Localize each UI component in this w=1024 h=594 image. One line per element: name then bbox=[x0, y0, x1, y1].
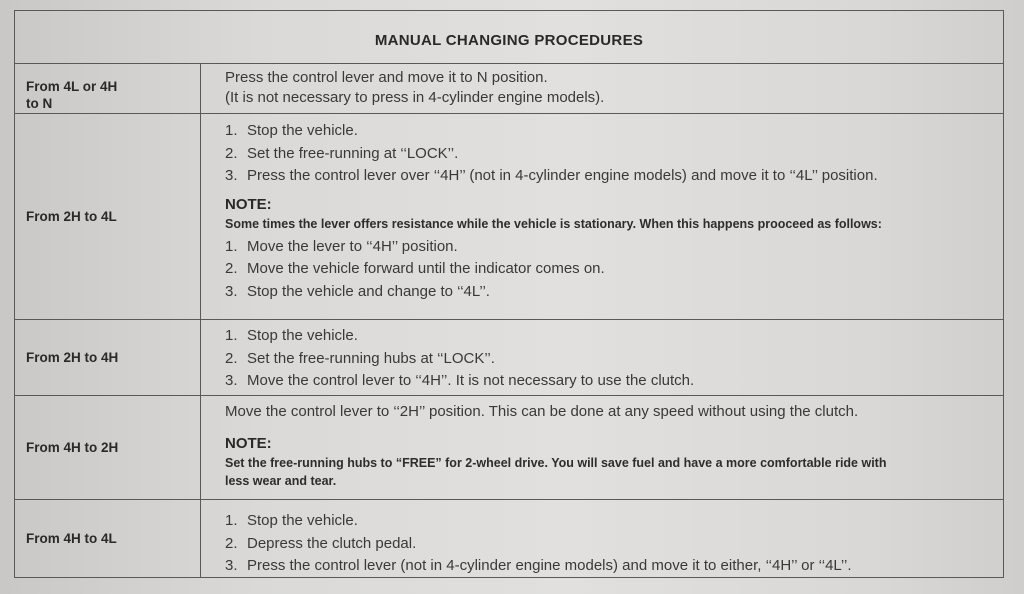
step-number: 2. bbox=[225, 349, 238, 367]
step-text: Stop the vehicle. bbox=[247, 122, 358, 139]
step-number: 2. bbox=[225, 144, 238, 162]
row-content-cell bbox=[201, 63, 1003, 113]
step-number: 2. bbox=[225, 260, 238, 277]
step-number: 3. bbox=[225, 557, 238, 574]
step-number: 2. bbox=[225, 534, 238, 552]
row-content-cell bbox=[201, 320, 1003, 395]
table-row bbox=[15, 396, 1003, 500]
row-content-cell bbox=[201, 396, 1003, 499]
row-label: From 4H to 4L bbox=[26, 531, 117, 546]
step-item bbox=[225, 533, 1003, 556]
row-label-cell bbox=[15, 320, 201, 395]
step-text: Press the control lever over ‘‘4H’’ (not in 4-cylinder engine models) and move it to ‘‘4L’’ position. bbox=[247, 167, 878, 184]
note-text: Some times the lever offers resistance while the vehicle is stationary. When this happens prooceed as follows: bbox=[225, 216, 882, 231]
row-content-cell bbox=[201, 114, 1003, 319]
row-label: From 4H to 2H bbox=[26, 440, 119, 455]
step-number: 1. bbox=[225, 237, 238, 255]
table-row bbox=[15, 63, 1003, 114]
step-item bbox=[225, 325, 1003, 348]
step-text: Stop the vehicle and change to ‘‘4L’’. bbox=[247, 282, 490, 300]
row-label-cell bbox=[15, 396, 201, 499]
step-number: 1. bbox=[225, 122, 238, 139]
step-item bbox=[225, 281, 1003, 304]
step-text: Set the free-running at ‘‘LOCK’’. bbox=[247, 144, 459, 162]
step-item bbox=[225, 555, 1003, 578]
note-heading: NOTE: bbox=[225, 434, 272, 452]
step-text: Set the free-running hubs at ‘‘LOCK’’. bbox=[247, 349, 495, 367]
step-number: 3. bbox=[225, 282, 238, 300]
note-text: Set the free-running hubs to “FREE” for 2-wheel drive. You will save fuel and have a more comfortable ride with bbox=[225, 455, 887, 470]
step-number: 1. bbox=[225, 512, 238, 529]
table-row bbox=[15, 114, 1003, 320]
step-item bbox=[225, 370, 1003, 393]
step-text: Move the control lever to ‘‘4H’’. It is not necessary to use the clutch. bbox=[247, 372, 695, 389]
step-item bbox=[225, 348, 1003, 371]
instruction-text: (It is not necessary to press in 4-cylinder engine models). bbox=[225, 89, 605, 106]
step-number: 3. bbox=[225, 167, 238, 184]
row-label-cell bbox=[15, 63, 201, 113]
table-row bbox=[15, 500, 1003, 577]
step-text: Move the vehicle forward until the indicator comes on. bbox=[247, 260, 605, 277]
step-item bbox=[225, 165, 1003, 188]
row-content-cell bbox=[201, 500, 1003, 577]
step-text: Stop the vehicle. bbox=[247, 512, 358, 529]
step-number: 1. bbox=[225, 327, 238, 344]
table-title: MANUAL CHANGING PROCEDURES bbox=[374, 31, 644, 49]
step-item bbox=[225, 120, 1003, 143]
step-item bbox=[225, 510, 1003, 533]
note-text: less wear and tear. bbox=[225, 473, 337, 488]
instruction-text: Press the control lever and move it to N position. bbox=[225, 69, 548, 86]
row-label: From 4L or 4H to N bbox=[26, 79, 118, 111]
step-item bbox=[225, 258, 1003, 281]
procedures-table bbox=[14, 10, 1004, 578]
row-label: From 2H to 4L bbox=[26, 209, 117, 224]
step-item bbox=[225, 143, 1003, 166]
step-text: Stop the vehicle. bbox=[247, 327, 358, 344]
step-text: Press the control lever (not in 4-cylinder engine models) and move it to either, ‘‘4H’’ or ‘‘4L’’. bbox=[247, 557, 852, 574]
step-number: 3. bbox=[225, 372, 238, 389]
table-row bbox=[15, 320, 1003, 396]
step-text: Move the lever to ‘‘4H’’ position. bbox=[247, 237, 458, 255]
instruction-text: Move the control lever to ‘‘2H’’ position. This can be done at any speed without using the clutch. bbox=[225, 403, 859, 420]
step-text: Depress the clutch pedal. bbox=[247, 534, 417, 552]
row-label: From 2H to 4H bbox=[26, 350, 119, 365]
row-label-cell bbox=[15, 500, 201, 577]
row-label-cell bbox=[15, 114, 201, 319]
step-item bbox=[225, 236, 1003, 259]
table-title-row bbox=[15, 11, 1003, 64]
note-heading: NOTE: bbox=[225, 195, 272, 213]
